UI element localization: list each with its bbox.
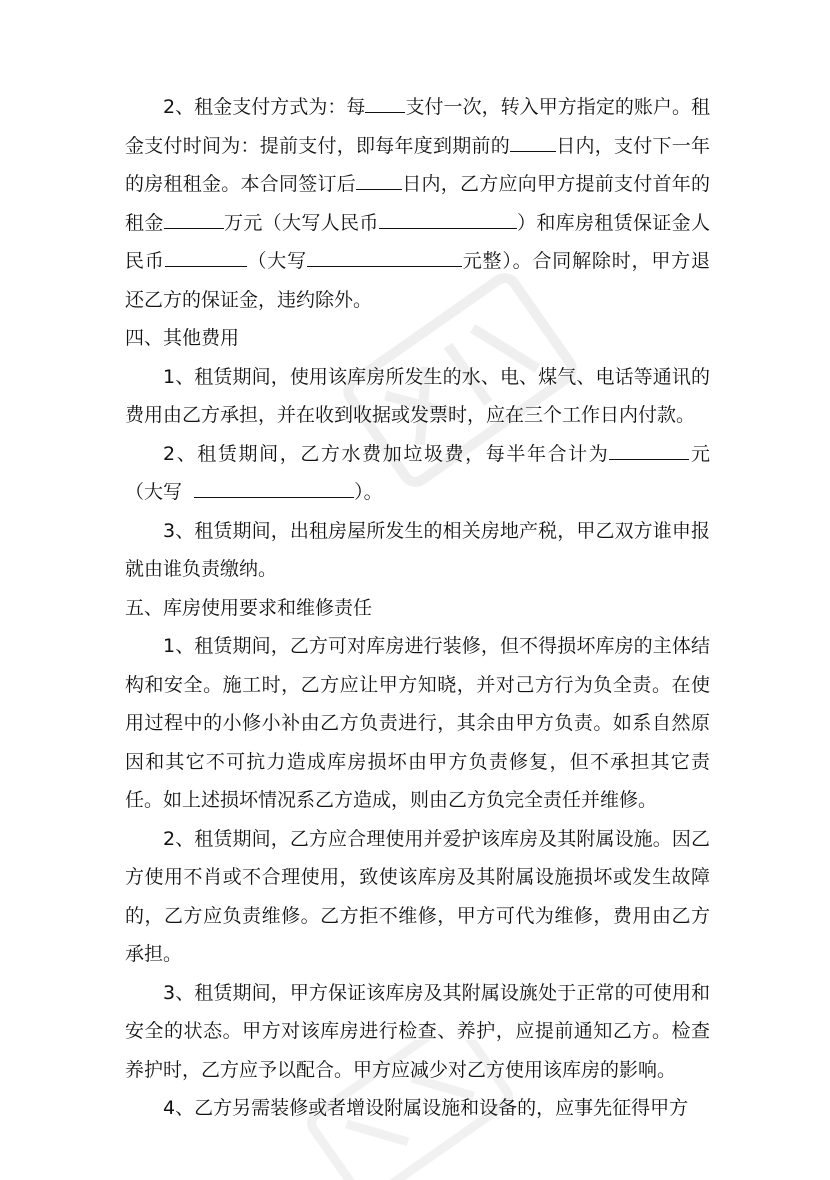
fee-uppercase-blank [194,479,354,498]
contract-body [125,88,710,1128]
first-year-rent-blank [164,210,224,229]
days-before-blank [510,133,556,152]
paragraph-rent-payment: 2、租金支付方式为：每 支付一次，转入甲方指定的账户。租金支付时间为：提前支付，即每年度到期前的 日内，支付下一年的房租租金。本合同签订后 日内，乙方应向甲方提前支付首年的租金 万元（大写人民币 ）和库房租赁保证金人民币 （大写 元整）。合同解除时，甲方退还乙方的保证金，违约除外。 [125,96,710,311]
paragraph-water-garbage-fee: 2、租赁期间，乙方水费加垃圾费，每半年合计为 元（大写 ）。 [125,442,710,503]
deposit-uppercase-blank [307,248,462,267]
paragraph-property-tax: 3、租赁期间，出租房屋所发生的相关房地产税，甲乙双方谁申报就由谁负责缴纳。 [125,519,710,580]
deposit-amount-blank [165,248,247,267]
days-after-signing-blank [356,171,402,190]
paragraph-proper-use: 2、租赁期间，乙方应合理使用并爱护该库房及其附属设施。因乙方使用不肖或不合理使用，致使该库房及其附属设施损坏或发生故障的，乙方应负责维修。乙方拒不维修，甲方可代为维修，费用由乙方承担。 [125,827,710,965]
paragraph-utilities: 1、租赁期间，使用该库房所发生的水、电、煤气、电话等通讯的费用由乙方承担，并在收到收据或发票时，应在三个工作日内付款。 [125,365,710,426]
section-heading-usage-maintenance: 五、库房使用要求和维修责任 [125,596,373,619]
fee-amount-blank [609,441,689,460]
paragraph-landlord-guarantee: 3、租赁期间，甲方保证该库房及其附属设旐处于正常的可使用和安全的状态。甲方对该库房进行检查、养护，应提前通知乙方。检查养护时，乙方应予以配合。甲方应减少对乙方使用该库房的影响。 [125,981,710,1081]
paragraph-additional-installation: 4、乙方另需装修或者增设附属设施和设备的，应事先征得甲方 [163,1097,689,1119]
rent-uppercase-blank [379,210,517,229]
paragraph-renovation: 1、租赁期间，乙方可对库房进行装修，但不得损坏库房的主体结构和安全。施工时，乙方应让甲方知晓，并对己方行为负全责。在使用过程中的小修小补由乙方负责进行，其余由甲方负责。如系自然原因和其它不可抗力造成库房损坏由甲方负责修复，但不承担其它责任。如上述损坏情况系乙方造成，则由乙方负完全责任并维修。 [125,635,710,811]
rent-interval-blank [365,94,405,113]
section-heading-other-fees: 四、其他费用 [125,327,240,349]
